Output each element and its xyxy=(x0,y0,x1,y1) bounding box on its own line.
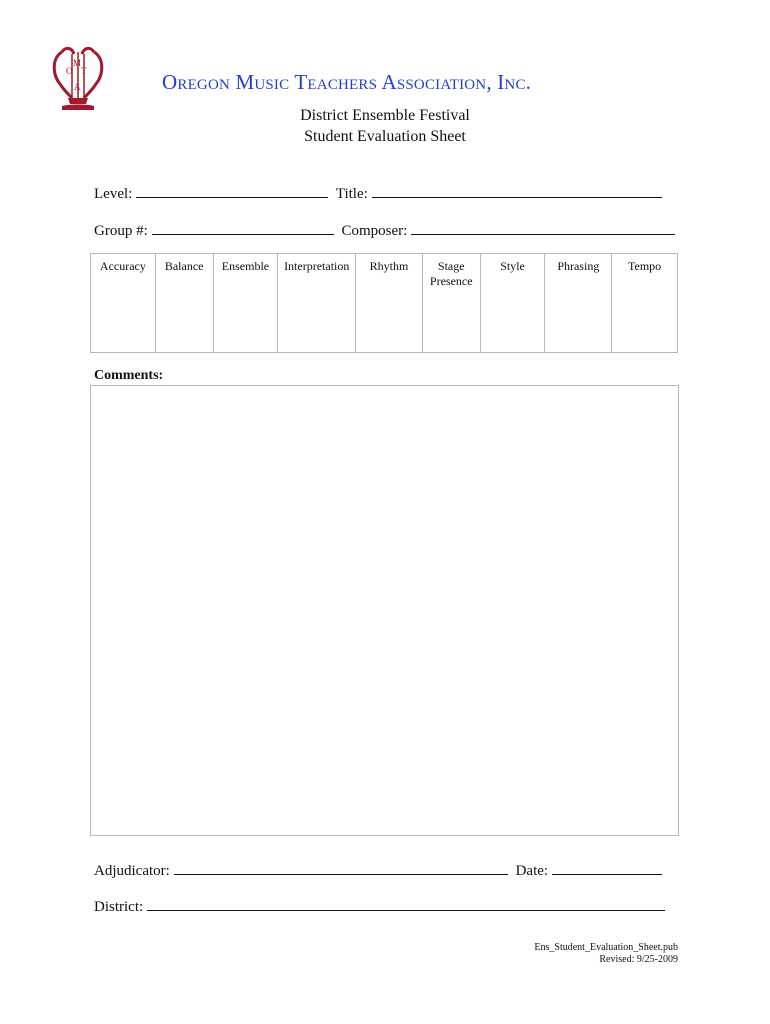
title-field[interactable] xyxy=(372,184,662,198)
district-field[interactable] xyxy=(147,897,665,911)
footer-filename: Ens_Student_Evaluation_Sheet.pub xyxy=(534,942,678,953)
criteria-label: Tempo xyxy=(628,259,662,273)
criteria-label: Rhythm xyxy=(369,259,409,273)
criteria-grid xyxy=(90,253,678,353)
composer-label: Composer: xyxy=(341,223,408,239)
footer-revised: Revised: 9/25-2009 xyxy=(599,954,678,965)
comments-label: Comments: xyxy=(94,368,164,383)
svg-text:O: O xyxy=(66,66,73,76)
sheet-title: Student Evaluation Sheet xyxy=(304,128,466,145)
comments-box[interactable] xyxy=(90,385,679,836)
event-title: District Ensemble Festival xyxy=(300,107,470,124)
group-label: Group #: xyxy=(94,223,148,239)
svg-text:T: T xyxy=(81,66,87,76)
svg-text:A: A xyxy=(74,82,81,92)
criteria-column-stage-presence[interactable] xyxy=(423,254,481,352)
criteria-column-phrasing[interactable] xyxy=(545,254,612,352)
date-label: Date: xyxy=(515,863,549,879)
omta-lyre-logo-icon xyxy=(50,44,106,116)
district-label: District: xyxy=(94,899,144,915)
criteria-label: Accuracy xyxy=(99,259,146,273)
criteria-label: Style xyxy=(500,259,525,273)
criteria-label: Balance xyxy=(164,259,204,273)
criteria-label: Interpretation xyxy=(284,259,350,273)
criteria-column-ensemble[interactable] xyxy=(214,254,279,352)
date-field[interactable] xyxy=(552,861,662,875)
criteria-label: Phrasing xyxy=(557,259,600,273)
criteria-column-style[interactable] xyxy=(481,254,546,352)
adjudicator-field[interactable] xyxy=(174,861,508,875)
level-field[interactable] xyxy=(136,184,328,198)
adjudicator-label: Adjudicator: xyxy=(94,863,170,879)
criteria-column-balance[interactable] xyxy=(156,254,214,352)
group-composer-row xyxy=(94,221,679,240)
title-label: Title: xyxy=(335,186,368,202)
svg-text:M: M xyxy=(73,58,82,68)
adjudicator-date-row xyxy=(94,861,666,880)
level-title-row xyxy=(94,184,666,203)
criteria-column-rhythm[interactable] xyxy=(356,254,423,352)
organization-title: Oregon Music Teachers Association, Inc. xyxy=(162,70,532,94)
criteria-column-accuracy[interactable] xyxy=(91,254,156,352)
criteria-column-tempo[interactable] xyxy=(612,254,677,352)
level-label: Level: xyxy=(94,186,133,202)
composer-field[interactable] xyxy=(411,221,675,235)
group-field[interactable] xyxy=(152,221,334,235)
district-row xyxy=(94,897,669,916)
criteria-label: Ensemble xyxy=(221,259,270,273)
criteria-column-interpretation[interactable] xyxy=(278,254,356,352)
criteria-label: Stage Presence xyxy=(429,259,473,288)
